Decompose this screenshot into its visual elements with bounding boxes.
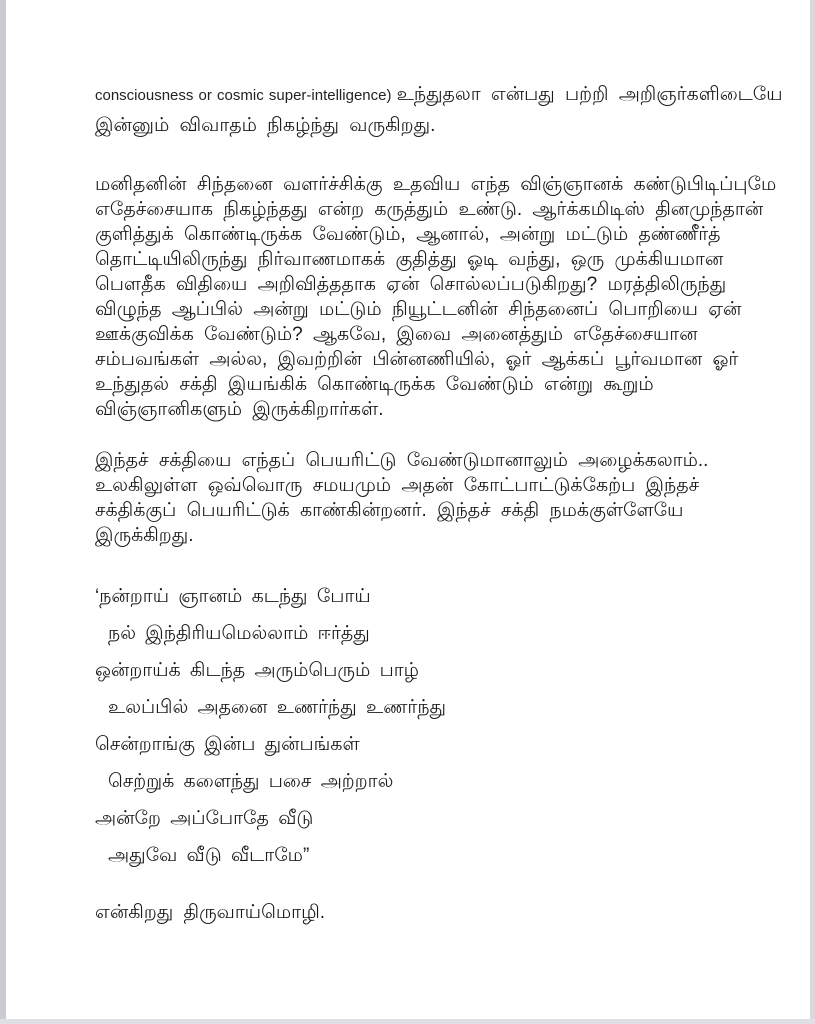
poem-line: செற்றுக் களைந்து பசை அற்றால் xyxy=(108,771,394,792)
poem-line: ‘நன்றாய் ஞானம் கடந்து போய் xyxy=(95,586,371,607)
text-line: பௌதீக விதியை அறிவித்ததாக ஏன் சொல்லப்படுகிறது? மரத்திலிருந்து xyxy=(95,274,727,295)
closing-paragraph xyxy=(95,900,755,925)
poem-line: அன்றே அப்போதே வீடு xyxy=(95,808,314,829)
text-line: விழுந்த ஆப்பில் அன்று மட்டும் நியூட்டனின் சிந்தனைப் பொறியை ஏன் xyxy=(95,299,742,320)
text-line: இந்தச் சக்தியை எந்தப் பெயரிட்டு வேண்டுமானாலும் அழைக்கலாம்.. xyxy=(95,450,709,471)
intro-paragraph xyxy=(95,80,783,141)
poem-line: அதுவே வீடு வீடாமே” xyxy=(108,845,310,866)
text-line xyxy=(95,80,783,111)
poem-line: சென்றாங்கு இன்ப துன்பங்கள் xyxy=(95,734,360,755)
page-edge-left xyxy=(0,0,6,1024)
text-line: எதேச்சையாக நிகழ்ந்தது என்ற கருத்தும் உண்டு. ஆர்க்கமிடிஸ் தினமுந்தான் xyxy=(95,199,764,220)
text-line: இன்னும் விவாதம் நிகழ்ந்து வருகிறது. xyxy=(95,115,436,136)
science-paragraph xyxy=(95,172,777,422)
text-line: உந்துதல் சக்தி இயங்கிக் கொண்டிருக்க வேண்டும் என்று கூறும் xyxy=(95,374,654,395)
text-line: உலகிலுள்ள ஒவ்வொரு சமயமும் அதன் கோட்பாட்டுக்கேற்ப இந்தச் xyxy=(95,475,700,496)
poem-line: நல் இந்திரியமெல்லாம் ஈர்த்து xyxy=(108,623,370,644)
text-line: தொட்டியிலிருந்து நிர்வாணமாகக் குதித்து ஓடி வந்து, ஒரு முக்கியமான xyxy=(95,249,724,270)
english-lead-text: consciousness or cosmic super-intelligence) xyxy=(95,87,397,104)
text-line: சம்பவங்கள் அல்ல, இவற்றின் பின்னணியில், ஓர் ஆக்கப் பூர்வமான ஓர் xyxy=(95,349,739,370)
text-line: குளித்துக் கொண்டிருக்க வேண்டும், ஆனால், அன்று மட்டும் தண்ணீர்த் xyxy=(95,224,721,245)
text-line: சக்திக்குப் பெயரிட்டுக் காண்கின்றனர். இந்தச் சக்தி நமக்குள்ளேயே xyxy=(95,500,684,521)
poem-line: உலப்பில் அதனை உணர்ந்து உணர்ந்து xyxy=(108,697,446,718)
text-line: விஞ்ஞானிகளும் இருக்கிறார்கள். xyxy=(95,399,384,420)
text-line: இருக்கிறது. xyxy=(95,525,194,546)
page-edge-bottom xyxy=(0,1019,815,1024)
poem-line: ஒன்றாய்க் கிடந்த அரும்பெரும் பாழ் xyxy=(95,660,419,681)
page-edge-right xyxy=(810,0,815,1024)
poem-block xyxy=(95,578,755,874)
power-paragraph xyxy=(95,448,755,548)
closing-line: என்கிறது திருவாய்மொழி. xyxy=(95,902,326,923)
text-line: மனிதனின் சிந்தனை வளர்ச்சிக்கு உதவிய எந்த விஞ்ஞானக் கண்டுபிடிப்புமே xyxy=(95,174,777,195)
tamil-lead-text: உந்துதலா என்பது பற்றி அறிஞர்களிடையே xyxy=(396,84,783,105)
text-line: ஊக்குவிக்க வேண்டும்? ஆகவே, இவை அனைத்தும் எதேச்சையான xyxy=(95,324,698,345)
